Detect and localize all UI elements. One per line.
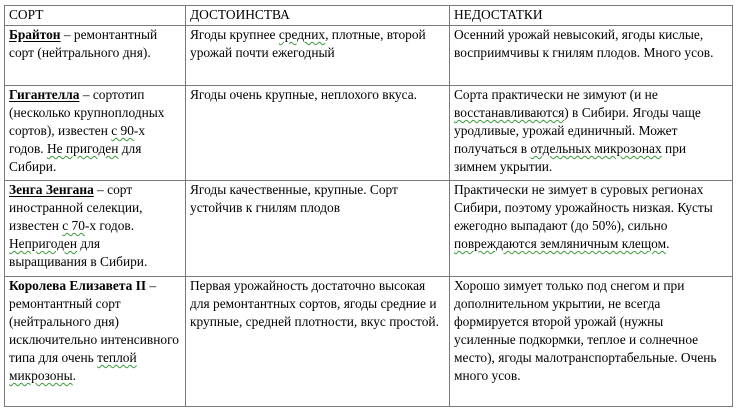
header-pros: ДОСТОИНСТВА: [186, 6, 450, 26]
pros-text-marked: средних: [278, 27, 326, 42]
cons-cell: Осенний урожай невысокий, ягоды кислые, восприимчивы к гнилям плодов. Много усов.: [450, 26, 733, 86]
variety-cell: [5, 86, 186, 181]
variety-name: Зенга Зенгана: [9, 182, 94, 197]
cons-text-marked: восстанавливаются: [454, 105, 565, 120]
header-variety: СОРТ: [5, 6, 186, 26]
variety-cell: [5, 26, 186, 86]
variety-description: – сорт иностранной селекции, известен: [9, 182, 143, 233]
table-row: [5, 26, 733, 86]
cons-cell: [450, 181, 733, 277]
variety-name: Брайтон: [9, 27, 61, 42]
variety-description-marked: Непригоден: [9, 236, 78, 251]
variety-description: -х годов.: [9, 123, 146, 156]
variety-description-marked: теплой микрозоны: [9, 350, 137, 383]
pros-cell: Первая урожайность достаточно высокая для ремонтантных сортов, ягоды средние и крупные, средней плотности, вкус простой.: [186, 277, 450, 407]
pros-text: , плотные, второй урожай почти ежегодный: [190, 27, 426, 60]
cons-text-marked: повреждаются земляничным клещом: [454, 236, 667, 251]
cons-text: .: [666, 236, 670, 251]
variety-description-marked: с 90: [111, 123, 134, 138]
cons-text-marked: отдельных микрозонах: [530, 141, 662, 156]
pros-text: Ягоды крупнее: [190, 27, 279, 42]
cons-cell: [450, 86, 733, 181]
strawberry-varieties-table: [4, 5, 733, 407]
cons-text: Сорта практически не зимуют (и не: [454, 87, 658, 102]
variety-name: Королева Елизавета II: [9, 278, 147, 293]
variety-description-marked: с 70: [62, 218, 85, 233]
cons-text: ) в Сибири. Ягоды чаще уродливые, урожай единичный. Может получаться в: [454, 105, 701, 156]
cons-cell: Хорошо зимует только под снегом и при дополнительном укрытии, не всегда формируется второй урожай (нужны усиленные подкормки, теплое и солнечное место), ягоды малотранспортабельные. Очень много усов.: [450, 277, 733, 407]
header-cons: НЕДОСТАТКИ: [450, 6, 733, 26]
table-row: [5, 277, 733, 407]
variety-description: .: [72, 368, 76, 383]
variety-cell: [5, 181, 186, 277]
variety-description: для выращивания в Сибири.: [9, 236, 148, 269]
cons-text: Практически не зимует в суровых регионах Сибири, поэтому урожайность низкая. Кусты ежегодно выпадают (до 50%), сильно: [454, 182, 713, 233]
header-row: [5, 6, 733, 26]
table-row: [5, 86, 733, 181]
variety-description: для Сибири.: [9, 141, 142, 174]
pros-cell: Ягоды качественные, крупные. Сорт устойчив к гнилям плодов: [186, 181, 450, 277]
variety-description: – ремонтантный сорт (нейтрального дня).: [9, 27, 158, 60]
variety-description: – сортотип (несколько крупноплодных сортов), известен: [9, 87, 165, 138]
pros-cell: [186, 26, 450, 86]
variety-description-marked: Не пригоден: [47, 141, 119, 156]
variety-description: – ремонтантный сорт (нейтрального дня) исключительно интенсивного типа для очень: [9, 278, 179, 365]
cons-text: при зимнем укрытии.: [454, 141, 687, 174]
variety-description: -х годов.: [84, 218, 135, 233]
table-row: [5, 181, 733, 277]
pros-cell: Ягоды очень крупные, неплохого вкуса.: [186, 86, 450, 181]
variety-cell: [5, 277, 186, 407]
variety-name: Гигантелла: [9, 87, 80, 102]
